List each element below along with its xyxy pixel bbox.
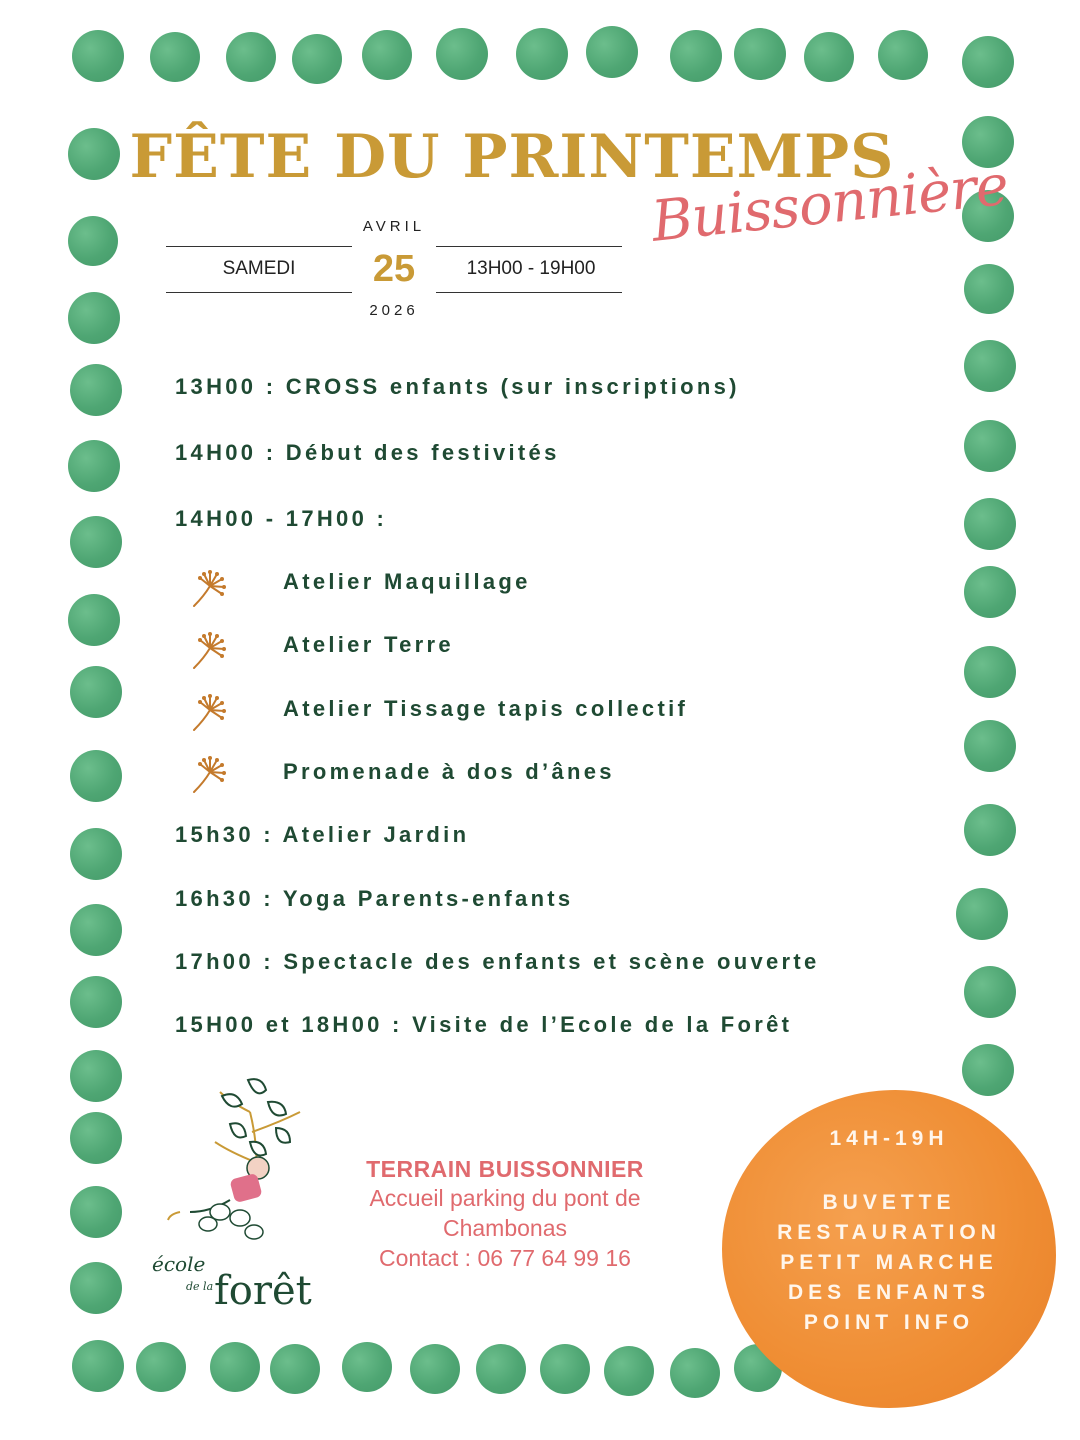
border-dot	[70, 1112, 122, 1164]
logo-text-foret: forêt	[214, 1268, 312, 1314]
border-dot	[68, 440, 120, 492]
services-item: POINT INFO	[803, 1311, 975, 1334]
venue-title: TERRAIN BUISSONNIER	[366, 1156, 644, 1182]
border-dot	[70, 516, 122, 568]
border-dot	[210, 1342, 260, 1392]
program-line-yoga: 16h30 : Yoga Parents-enfants	[175, 886, 574, 911]
venue-contact: Contact : 06 77 64 99 16	[379, 1245, 631, 1271]
venue-info	[318, 1156, 692, 1273]
border-dot	[964, 340, 1016, 392]
border-dot	[540, 1344, 590, 1394]
date-day: 25	[372, 248, 416, 290]
dandelion-icon	[186, 628, 234, 672]
program-line-garden: 15h30 : Atelier Jardin	[175, 822, 470, 847]
border-dot	[362, 30, 412, 80]
workshop-item: Atelier Terre	[283, 632, 454, 657]
program-line-show: 17h00 : Spectacle des enfants et scène ouverte	[175, 949, 820, 974]
border-dot	[476, 1344, 526, 1394]
border-dot	[964, 720, 1016, 772]
border-dot	[670, 1348, 720, 1398]
border-dot	[604, 1346, 654, 1396]
border-dot	[68, 216, 118, 266]
services-item: RESTAURATION	[777, 1221, 1001, 1244]
services-item: DES ENFANTS	[787, 1281, 991, 1304]
school-logo-illustration	[160, 1072, 330, 1262]
program-line-visit: 15H00 et 18H00 : Visite de l’Ecole de la Forêt	[175, 1012, 793, 1037]
border-dot	[70, 666, 122, 718]
border-dot	[962, 1044, 1014, 1096]
page-title: FÊTE DU PRINTEMPS	[129, 122, 895, 192]
logo-text-ecole: école	[152, 1252, 206, 1276]
border-dot	[70, 1262, 122, 1314]
border-dot	[586, 26, 638, 78]
border-dot	[964, 566, 1016, 618]
border-dot	[292, 34, 342, 84]
border-dot	[70, 364, 122, 416]
border-dot	[150, 32, 200, 82]
subtitle-script: Buissonnière	[648, 152, 1011, 255]
border-dot	[516, 28, 568, 80]
dandelion-icon	[186, 566, 234, 610]
border-dot	[70, 750, 122, 802]
divider-line	[166, 246, 352, 247]
border-dot	[964, 498, 1016, 550]
border-dot	[410, 1344, 460, 1394]
divider-line	[436, 246, 622, 247]
border-dot	[68, 292, 120, 344]
border-dot	[964, 264, 1014, 314]
services-item: BUVETTE	[822, 1191, 956, 1214]
border-dot	[964, 804, 1016, 856]
dandelion-icon	[186, 752, 234, 796]
services-hours: 14H-19H	[829, 1127, 949, 1150]
program-line-workshops-time: 14H00 - 17H00 :	[175, 506, 388, 531]
divider-line	[166, 292, 352, 293]
border-dot	[734, 28, 786, 80]
logo-text-de-la: de la	[186, 1280, 214, 1293]
services-item: PETIT MARCHE	[780, 1251, 998, 1274]
border-dot	[342, 1342, 392, 1392]
border-dot	[70, 976, 122, 1028]
dandelion-icon	[186, 690, 234, 734]
border-dot	[70, 828, 122, 880]
border-dot	[226, 32, 276, 82]
date-weekday: SAMEDI	[222, 258, 296, 279]
border-dot	[68, 594, 120, 646]
border-dot	[270, 1344, 320, 1394]
date-year: 2026	[369, 302, 419, 319]
divider-line	[436, 292, 622, 293]
border-dot	[70, 1050, 122, 1102]
venue-address-line: Accueil parking du pont de	[369, 1185, 641, 1211]
border-dot	[70, 904, 122, 956]
program-line-cross: 13H00 : CROSS enfants (sur inscriptions)	[175, 374, 740, 399]
border-dot	[72, 30, 124, 82]
venue-address-line: Chambonas	[442, 1215, 568, 1241]
border-dot	[436, 28, 488, 80]
border-dot	[72, 1340, 124, 1392]
workshop-item: Atelier Tissage tapis collectif	[283, 696, 689, 721]
workshop-item: Atelier Maquillage	[283, 569, 531, 594]
program-line-start: 14H00 : Début des festivités	[175, 440, 560, 465]
border-dot	[964, 966, 1016, 1018]
border-dot	[964, 646, 1016, 698]
border-dot	[804, 32, 854, 82]
border-dot	[962, 36, 1014, 88]
workshop-item: Promenade à dos d’ânes	[283, 759, 615, 784]
border-dot	[878, 30, 928, 80]
border-dot	[70, 1186, 122, 1238]
border-dot	[964, 420, 1016, 472]
date-month: AVRIL	[362, 218, 426, 235]
date-hours: 13H00 - 19H00	[466, 258, 596, 279]
border-dot	[670, 30, 722, 82]
border-dot	[136, 1342, 186, 1392]
border-dot	[956, 888, 1008, 940]
